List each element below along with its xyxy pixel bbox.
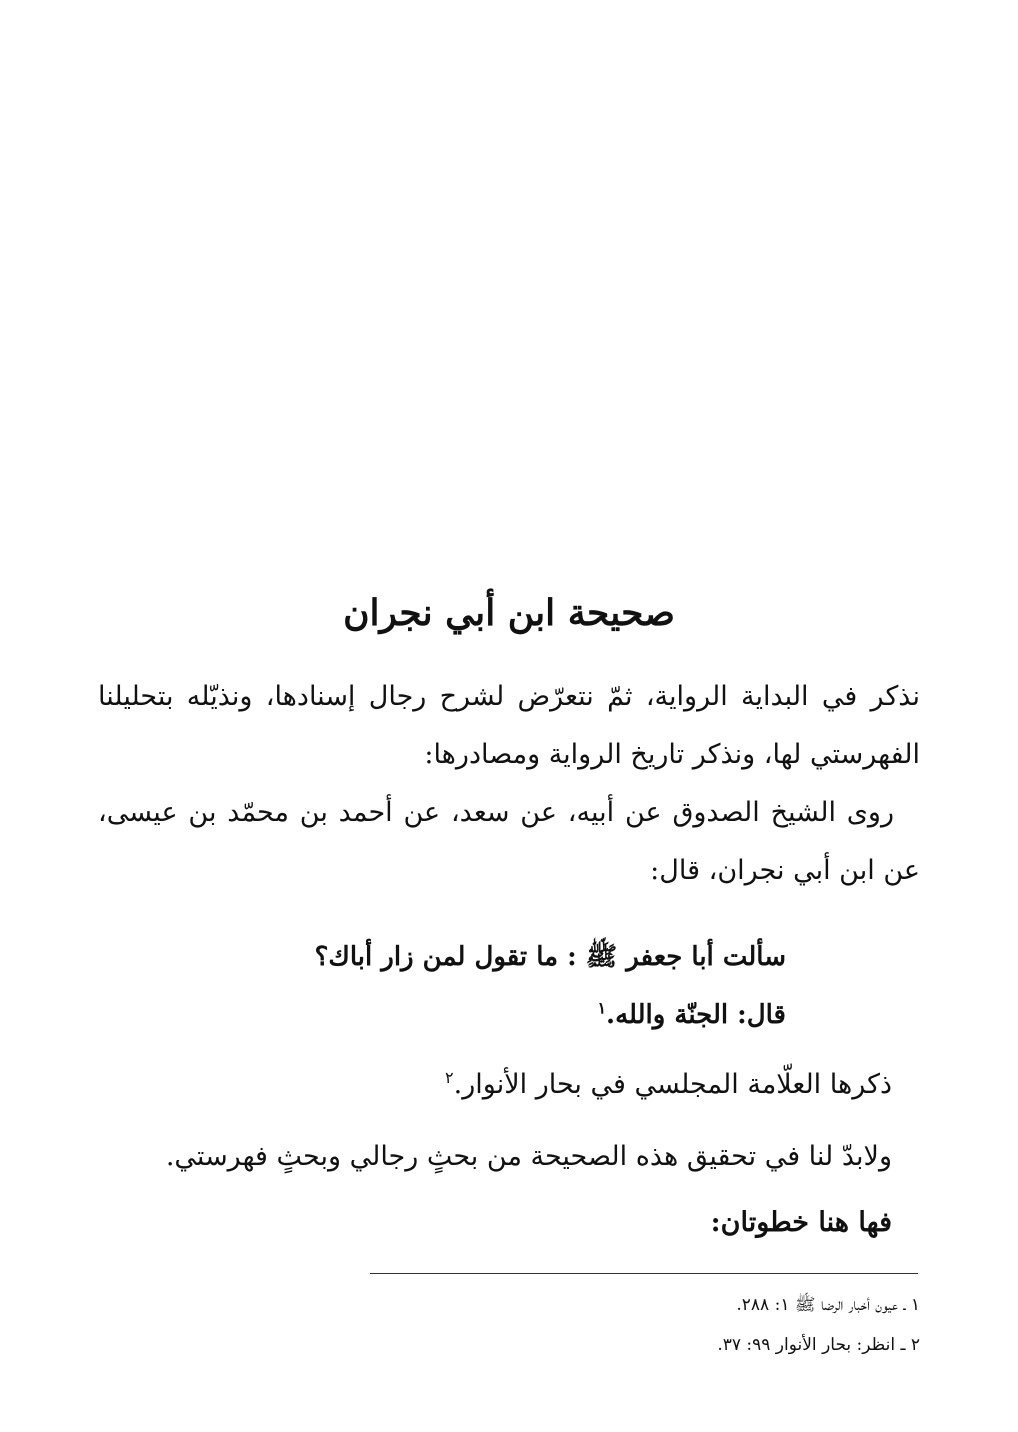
quote-answer-line <box>597 986 786 1044</box>
steps-line: فها هنا خطوتان: <box>710 1207 892 1238</box>
intro-paragraph: نذكر في البداية الرواية، ثمّ نتعرّض لشرح رجال إسنادها، ونذيّله بتحليلنا الفهرستي لها، ونذكر تاريخ الرواية ومصادرها: <box>98 681 920 770</box>
quote-question: سألت أبا جعفر ﷺ : ما تقول لمن زار أباك؟ <box>314 942 786 972</box>
footnote-marker-2: ٢ <box>445 1068 454 1087</box>
footnote-1: ١ ـ عيون أخبار الرضا ﷺ ١: ٢٨٨. <box>736 1295 920 1315</box>
quote-answer: قال: الجنّة والله. <box>606 1000 786 1030</box>
footnote-divider <box>370 1273 918 1274</box>
mention-line <box>445 1056 892 1114</box>
chain-paragraph: روى الشيخ الصدوق عن أبيه، عن سعد، عن أحمد بن محمّد بن عيسى، عن ابن أبي نجران، قال: <box>98 797 920 886</box>
footnote-2: ٢ ـ انظر: بحار الأنوار ٩٩: ٣٧. <box>717 1335 920 1355</box>
necessity-line: ولابدّ لنا في تحقيق هذه الصحيحة من بحثٍ رجالي وبحثٍ فهرستي. <box>165 1141 892 1172</box>
section-title: صحيحة ابن أبي نجران <box>343 592 675 634</box>
mention-text: ذكرها العلّامة المجلسي في بحار الأنوار. <box>453 1069 892 1100</box>
footnote-marker-1: ١ <box>597 998 607 1018</box>
